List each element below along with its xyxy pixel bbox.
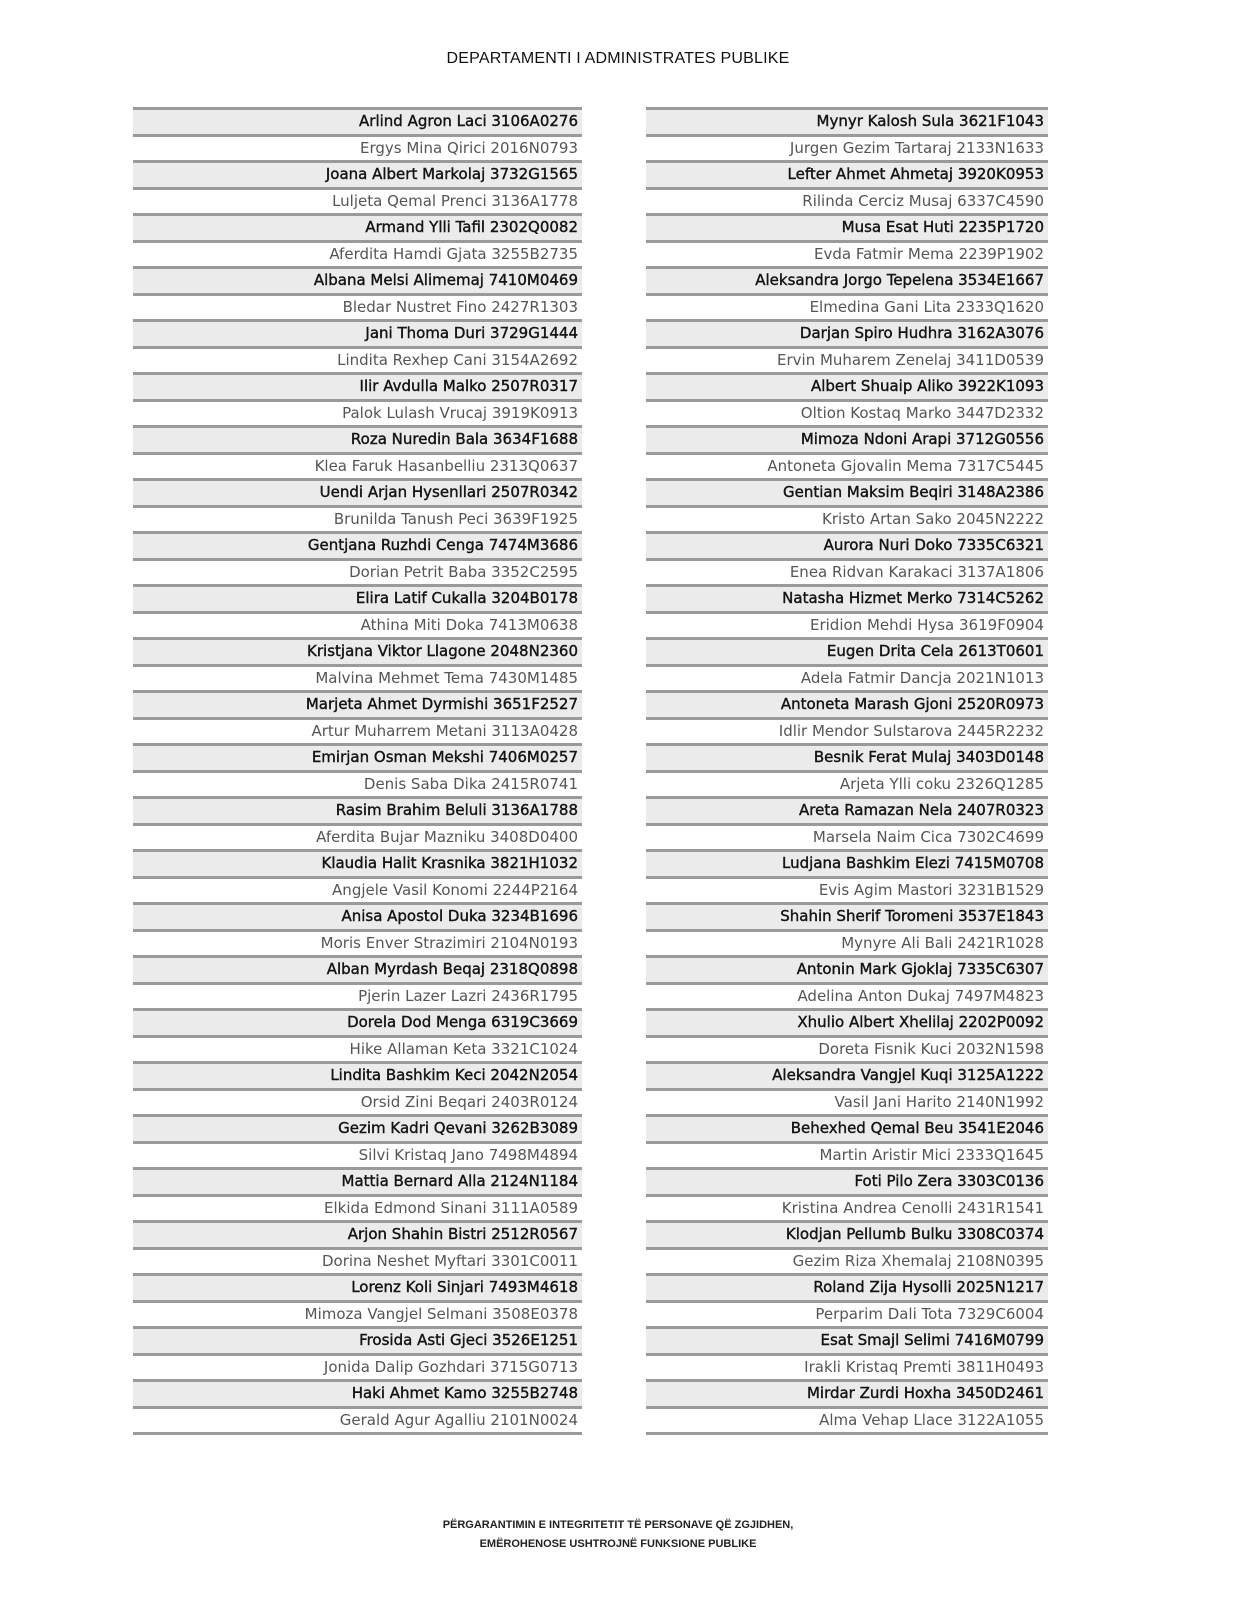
- person-entry: Oltion Kostaq Marko 3447D2332: [800, 403, 1044, 422]
- right-name-list: [646, 107, 1048, 1435]
- person-entry: Roland Zija Hysolli 2025N1217: [813, 1278, 1044, 1296]
- list-item: [646, 240, 1048, 267]
- person-entry: Musa Esat Huti 2235P1720: [841, 218, 1044, 236]
- person-entry: Darjan Spiro Hudhra 3162A3076: [799, 324, 1044, 342]
- list-item: [646, 955, 1048, 982]
- person-entry: Besnik Ferat Mulaj 3403D0148: [813, 748, 1044, 766]
- list-item: [133, 955, 582, 982]
- person-entry: Ervin Muharem Zenelaj 3411D0539: [777, 350, 1044, 369]
- list-item: [133, 1247, 582, 1274]
- person-entry: Esat Smajl Selimi 7416M0799: [820, 1331, 1044, 1349]
- person-entry: Haki Ahmet Kamo 3255B2748: [351, 1384, 578, 1402]
- person-entry: Alban Myrdash Beqaj 2318Q0898: [326, 960, 578, 978]
- list-item: [133, 823, 582, 850]
- list-item: [646, 160, 1048, 187]
- person-entry: Arlind Agron Laci 3106A0276: [359, 112, 578, 130]
- person-entry: Armand Ylli Tafil 2302Q0082: [365, 218, 578, 236]
- person-entry: Aleksandra Vangjel Kuqi 3125A1222: [772, 1066, 1044, 1084]
- footer: [0, 1516, 1236, 1554]
- list-item: [646, 187, 1048, 214]
- list-item: [133, 1326, 582, 1353]
- list-item: [646, 1114, 1048, 1141]
- list-item: [646, 134, 1048, 161]
- person-entry: Arjon Shahin Bistri 2512R0567: [347, 1225, 578, 1243]
- list-item: [133, 293, 582, 320]
- list-item: [133, 1300, 582, 1327]
- list-item: [646, 637, 1048, 664]
- list-item: [133, 1273, 582, 1300]
- person-entry: Antoneta Marash Gjoni 2520R0973: [780, 695, 1044, 713]
- list-item: [133, 1141, 582, 1168]
- person-entry: Denis Saba Dika 2415R0741: [363, 774, 578, 793]
- person-entry: Arjeta Ylli coku 2326Q1285: [839, 774, 1044, 793]
- list-item: [646, 1220, 1048, 1247]
- person-entry: Kristjana Viktor Llagone 2048N2360: [307, 642, 578, 660]
- person-entry: Luljeta Qemal Prenci 3136A1778: [332, 191, 578, 210]
- person-entry: Albert Shuaip Aliko 3922K1093: [810, 377, 1044, 395]
- list-item: [133, 107, 582, 134]
- list-item: [133, 160, 582, 187]
- person-entry: Evda Fatmir Mema 2239P1902: [813, 244, 1044, 263]
- person-entry: Lorenz Koli Sinjari 7493M4618: [351, 1278, 578, 1296]
- list-item: [133, 1167, 582, 1194]
- list-item: [133, 849, 582, 876]
- list-item: [646, 1008, 1048, 1035]
- person-entry: Klodjan Pellumb Bulku 3308C0374: [785, 1225, 1044, 1243]
- person-entry: Mynyre Ali Bali 2421R1028: [841, 933, 1044, 952]
- person-entry: Behexhed Qemal Beu 3541E2046: [790, 1119, 1044, 1137]
- list-item: [646, 1035, 1048, 1062]
- person-entry: Uendi Arjan Hysenllari 2507R0342: [319, 483, 578, 501]
- list-item: [646, 902, 1048, 929]
- list-item: [646, 1379, 1048, 1406]
- person-entry: Jurgen Gezim Tartaraj 2133N1633: [789, 138, 1044, 157]
- list-item: [133, 743, 582, 770]
- list-item: [646, 1141, 1048, 1168]
- list-item: [133, 1061, 582, 1088]
- column-bottom-rule: [646, 1432, 1048, 1435]
- person-entry: Gentian Maksim Beqiri 3148A2386: [783, 483, 1044, 501]
- person-entry: Ergys Mina Qirici 2016N0793: [360, 138, 578, 157]
- person-entry: Vasil Jani Harito 2140N1992: [834, 1092, 1044, 1111]
- person-entry: Mimoza Ndoni Arapi 3712G0556: [800, 430, 1044, 448]
- person-entry: Shahin Sherif Toromeni 3537E1843: [780, 907, 1044, 925]
- person-entry: Angjele Vasil Konomi 2244P2164: [332, 880, 578, 899]
- person-entry: Elmedina Gani Lita 2333Q1620: [809, 297, 1044, 316]
- person-entry: Anisa Apostol Duka 3234B1696: [341, 907, 578, 925]
- list-item: [646, 796, 1048, 823]
- list-item: [133, 240, 582, 267]
- list-item: [646, 452, 1048, 479]
- list-item: [646, 425, 1048, 452]
- list-item: [133, 372, 582, 399]
- footer-line-1: PËRGARANTIMIN E INTEGRITETIT TË PERSONAVE QË ZGJIDHEN,: [442, 1519, 794, 1531]
- person-entry: Jonida Dalip Gozhdari 3715G0713: [323, 1357, 578, 1376]
- person-entry: Aferdita Bujar Mazniku 3408D0400: [316, 827, 578, 846]
- person-entry: Emirjan Osman Mekshi 7406M0257: [311, 748, 578, 766]
- person-entry: Elira Latif Cukalla 3204B0178: [355, 589, 578, 607]
- list-item: [133, 664, 582, 691]
- list-item: [646, 505, 1048, 532]
- list-item: [646, 1300, 1048, 1327]
- person-entry: Hike Allaman Keta 3321C1024: [349, 1039, 578, 1058]
- person-entry: Kristo Artan Sako 2045N2222: [822, 509, 1044, 528]
- list-item: [133, 531, 582, 558]
- person-entry: Xhulio Albert Xhelilaj 2202P0092: [797, 1013, 1044, 1031]
- person-entry: Martin Aristir Mici 2333Q1645: [819, 1145, 1044, 1164]
- list-item: [133, 505, 582, 532]
- person-entry: Rilinda Cerciz Musaj 6337C4590: [802, 191, 1044, 210]
- list-item: [133, 796, 582, 823]
- list-item: [133, 717, 582, 744]
- list-item: [133, 929, 582, 956]
- person-entry: Natasha Hizmet Merko 7314C5262: [782, 589, 1044, 607]
- person-entry: Moris Enver Strazimiri 2104N0193: [320, 933, 578, 952]
- list-item: [646, 770, 1048, 797]
- person-entry: Albana Melsi Alimemaj 7410M0469: [313, 271, 578, 289]
- person-entry: Rasim Brahim Beluli 3136A1788: [335, 801, 578, 819]
- person-entry: Aurora Nuri Doko 7335C6321: [823, 536, 1044, 554]
- list-item: [646, 743, 1048, 770]
- person-entry: Silvi Kristaq Jano 7498M4894: [358, 1145, 578, 1164]
- person-entry: Doreta Fisnik Kuci 2032N1598: [818, 1039, 1044, 1058]
- list-item: [133, 637, 582, 664]
- list-item: [133, 1194, 582, 1221]
- person-entry: Roza Nuredin Bala 3634F1688: [350, 430, 578, 448]
- person-entry: Jani Thoma Duri 3729G1444: [365, 324, 578, 342]
- person-entry: Enea Ridvan Karakaci 3137A1806: [789, 562, 1044, 581]
- person-entry: Irakli Kristaq Premti 3811H0493: [804, 1357, 1044, 1376]
- list-item: [133, 770, 582, 797]
- person-entry: Orsid Zini Beqari 2403R0124: [360, 1092, 578, 1111]
- list-item: [646, 558, 1048, 585]
- list-item: [646, 929, 1048, 956]
- list-item: [646, 293, 1048, 320]
- list-item: [646, 107, 1048, 134]
- person-entry: Eugen Drita Cela 2613T0601: [826, 642, 1044, 660]
- list-item: [133, 1008, 582, 1035]
- person-entry: Kristina Andrea Cenolli 2431R1541: [781, 1198, 1044, 1217]
- list-item: [646, 1326, 1048, 1353]
- list-item: [646, 1088, 1048, 1115]
- list-item: [133, 478, 582, 505]
- list-item: [646, 478, 1048, 505]
- list-item: [133, 346, 582, 373]
- list-item: [133, 1088, 582, 1115]
- person-entry: Foti Pilo Zera 3303C0136: [854, 1172, 1044, 1190]
- list-item: [646, 1167, 1048, 1194]
- list-item: [133, 319, 582, 346]
- person-entry: Marsela Naim Cica 7302C4699: [812, 827, 1044, 846]
- person-entry: Dorela Dod Menga 6319C3669: [347, 1013, 578, 1031]
- list-item: [646, 664, 1048, 691]
- list-item: [646, 1353, 1048, 1380]
- person-entry: Brunilda Tanush Peci 3639F1925: [333, 509, 578, 528]
- person-entry: Frosida Asti Gjeci 3526E1251: [359, 1331, 578, 1349]
- list-item: [133, 399, 582, 426]
- person-entry: Ilir Avdulla Malko 2507R0317: [359, 377, 578, 395]
- list-item: [133, 876, 582, 903]
- person-entry: Lefter Ahmet Ahmetaj 3920K0953: [787, 165, 1044, 183]
- footer-line-2: EMËROHENOSE USHTROJNË FUNKSIONE PUBLIKE: [479, 1538, 757, 1550]
- person-entry: Marjeta Ahmet Dyrmishi 3651F2527: [305, 695, 578, 713]
- list-item: [133, 425, 582, 452]
- person-entry: Alma Vehap Llace 3122A1055: [819, 1410, 1044, 1429]
- person-entry: Antoneta Gjovalin Mema 7317C5445: [767, 456, 1044, 475]
- list-item: [133, 134, 582, 161]
- list-item: [133, 1035, 582, 1062]
- list-item: [133, 902, 582, 929]
- list-item: [646, 690, 1048, 717]
- list-item: [646, 849, 1048, 876]
- person-entry: Eridion Mehdi Hysa 3619F0904: [810, 615, 1044, 634]
- list-item: [646, 717, 1048, 744]
- list-item: [133, 213, 582, 240]
- person-entry: Evis Agim Mastori 3231B1529: [818, 880, 1044, 899]
- list-item: [133, 266, 582, 293]
- person-entry: Perparim Dali Tota 7329C6004: [815, 1304, 1044, 1323]
- person-entry: Idlir Mendor Sulstarova 2445R2232: [778, 721, 1044, 740]
- list-item: [133, 584, 582, 611]
- list-item: [646, 346, 1048, 373]
- person-entry: Klaudia Halit Krasnika 3821H1032: [321, 854, 578, 872]
- person-entry: Adela Fatmir Dancja 2021N1013: [800, 668, 1044, 687]
- person-entry: Adelina Anton Dukaj 7497M4823: [797, 986, 1044, 1005]
- person-entry: Dorina Neshet Myftari 3301C0011: [321, 1251, 578, 1270]
- list-item: [133, 1114, 582, 1141]
- list-item: [133, 452, 582, 479]
- person-entry: Klea Faruk Hasanbelliu 2313Q0637: [314, 456, 578, 475]
- person-entry: Elkida Edmond Sinani 3111A0589: [323, 1198, 578, 1217]
- list-item: [646, 372, 1048, 399]
- list-item: [646, 584, 1048, 611]
- person-entry: Gezim Kadri Qevani 3262B3089: [338, 1119, 578, 1137]
- list-item: [646, 266, 1048, 293]
- person-entry: Mimoza Vangjel Selmani 3508E0378: [304, 1304, 578, 1323]
- person-entry: Athina Miti Doka 7413M0638: [360, 615, 578, 634]
- list-item: [646, 1247, 1048, 1274]
- list-item: [646, 1061, 1048, 1088]
- person-entry: Dorian Petrit Baba 3352C2595: [349, 562, 578, 581]
- person-entry: Areta Ramazan Nela 2407R0323: [799, 801, 1044, 819]
- list-item: [133, 1379, 582, 1406]
- person-entry: Palok Lulash Vrucaj 3919K0913: [342, 403, 578, 422]
- left-name-list: [133, 107, 582, 1435]
- list-item: [133, 690, 582, 717]
- list-item: [133, 187, 582, 214]
- list-item: [646, 399, 1048, 426]
- list-item: [646, 213, 1048, 240]
- person-entry: Lindita Bashkim Keci 2042N2054: [330, 1066, 578, 1084]
- person-entry: Antonin Mark Gjoklaj 7335C6307: [796, 960, 1044, 978]
- list-item: [133, 982, 582, 1009]
- person-entry: Artur Muharrem Metani 3113A0428: [311, 721, 578, 740]
- column-bottom-rule: [133, 1432, 582, 1435]
- person-entry: Gentjana Ruzhdi Cenga 7474M3686: [307, 536, 578, 554]
- list-item: [133, 611, 582, 638]
- person-entry: Aleksandra Jorgo Tepelena 3534E1667: [755, 271, 1044, 289]
- person-entry: Mirdar Zurdi Hoxha 3450D2461: [806, 1384, 1044, 1402]
- person-entry: Pjerin Lazer Lazri 2436R1795: [358, 986, 578, 1005]
- person-entry: Ludjana Bashkim Elezi 7415M0708: [782, 854, 1044, 872]
- list-item: [646, 1273, 1048, 1300]
- list-item: [133, 558, 582, 585]
- person-entry: Gezim Riza Xhemalaj 2108N0395: [792, 1251, 1044, 1270]
- person-entry: Mattia Bernard Alla 2124N1184: [341, 1172, 578, 1190]
- person-entry: Joana Albert Markolaj 3732G1565: [325, 165, 578, 183]
- list-item: [646, 982, 1048, 1009]
- list-item: [133, 1220, 582, 1247]
- person-entry: Bledar Nustret Fino 2427R1303: [342, 297, 578, 316]
- list-item: [646, 611, 1048, 638]
- list-item: [646, 823, 1048, 850]
- list-item: [646, 876, 1048, 903]
- list-item: [646, 1194, 1048, 1221]
- list-item: [646, 531, 1048, 558]
- list-item: [133, 1406, 582, 1433]
- list-item: [646, 319, 1048, 346]
- list-item: [646, 1406, 1048, 1433]
- person-entry: Lindita Rexhep Cani 3154A2692: [337, 350, 578, 369]
- list-item: [133, 1353, 582, 1380]
- person-entry: Malvina Mehmet Tema 7430M1485: [315, 668, 578, 687]
- person-entry: Gerald Agur Agalliu 2101N0024: [339, 1410, 578, 1429]
- person-entry: Mynyr Kalosh Sula 3621F1043: [816, 112, 1044, 130]
- page-title: DEPARTAMENTI I ADMINISTRATES PUBLIKE: [446, 50, 790, 67]
- person-entry: Aferdita Hamdi Gjata 3255B2735: [329, 244, 578, 263]
